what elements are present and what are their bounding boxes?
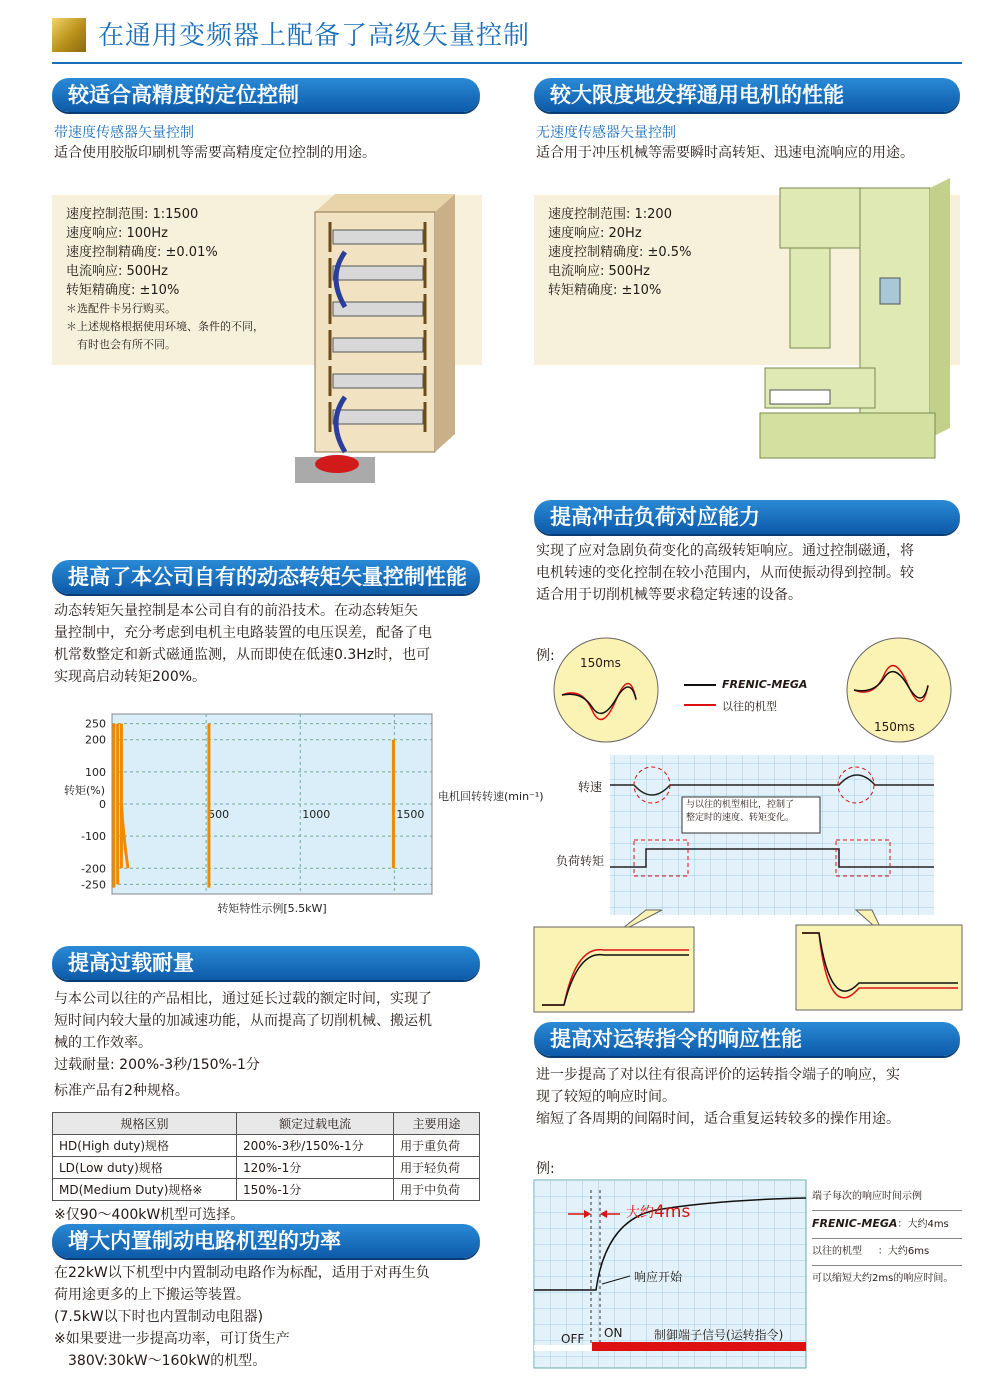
callout-text (686, 799, 794, 825)
text-line: 现了较短的响应时间。 (536, 1089, 676, 1105)
spec-line: 速度控制精确度: ±0.5% (548, 245, 692, 260)
section-title-braking: 增大内置制动电路机型的功率 (52, 1224, 480, 1258)
impact-load-text (536, 540, 914, 606)
summary-title: 端子每次的响应时间示例 (812, 1191, 922, 1202)
spec-line: 电流响应: 500Hz (548, 264, 650, 279)
x-tick-label: 1000 (302, 808, 331, 821)
desc-positioning: 适合使用胶版印刷机等需要高精度定位控制的用途。 (54, 145, 376, 161)
section-title-dynamic-torque: 提高了本公司自有的动态转矩矢量控制性能 (52, 560, 480, 594)
section-title-overload: 提高过载耐量 (52, 946, 480, 980)
spec-line: 速度控制范围: 1:1500 (66, 207, 199, 222)
ms-label-right: 150ms (874, 720, 915, 734)
press-machine-illustration (760, 178, 960, 463)
text-line: 量控制中，充分考虑到电机主电路装置的电压误差，配备了电 (54, 625, 432, 641)
text-line: 与本公司以往的产品相比，通过延长过载的额定时间，实现了 (54, 991, 432, 1007)
braking-text (54, 1262, 430, 1372)
spec-line: 速度控制范围: 1:200 (548, 207, 672, 222)
label-speed: 转速 (578, 780, 603, 794)
legend-old-model: 以往的机型 (722, 700, 777, 713)
table-cell: 用于中负荷 (394, 1179, 480, 1201)
example-label-2: 例: (536, 1161, 555, 1177)
example-label: 例: (536, 648, 555, 664)
approx-label (626, 1202, 690, 1222)
table-row (53, 1157, 480, 1179)
spec-line: 速度响应: 100Hz (66, 226, 168, 241)
table-header: 额定过载电流 (237, 1113, 394, 1135)
y-tick-label: 200 (85, 733, 106, 747)
text-line: 进一步提高了对以往有很高评价的运转指令端子的响应，实 (536, 1067, 900, 1083)
summary-row-frenic (812, 1210, 962, 1238)
table-row (53, 1135, 480, 1157)
subtitle-sensorless-vector: 无速度传感器矢量控制 (536, 125, 676, 141)
table-header-row (53, 1113, 480, 1135)
summary-note: 可以缩短大约2ms的响应时间。 (812, 1265, 962, 1292)
torque-chart (56, 708, 544, 918)
signal-label: 制御端子信号(运转指令) (654, 1328, 784, 1342)
spec-line: 速度响应: 20Hz (548, 226, 642, 241)
table-cell: 用于轻负荷 (394, 1157, 480, 1179)
spec-line: 速度控制精确度: ±0.01% (66, 245, 218, 260)
text-line: (7.5kW以下时也内置制动电阻器) (54, 1309, 264, 1325)
table-row (53, 1179, 480, 1201)
frenic-name: FRENIC-MEGA (812, 1217, 898, 1230)
table-cell: HD(High duty)规格 (53, 1135, 237, 1157)
page-title: 在通用变频器上配备了高级矢量控制 (98, 21, 531, 51)
note-line: ＊上述规格根据使用环境、条件的不同， (66, 320, 264, 333)
response-text (536, 1064, 900, 1130)
table-cell: 用于重负荷 (394, 1135, 480, 1157)
impact-load-diagram (534, 635, 964, 1015)
y-tick-label: 0 (99, 798, 106, 811)
overload-spec-table (52, 1112, 480, 1201)
section-title-motor-performance: 较大限度地发挥通用电机的性能 (534, 78, 960, 112)
summary-row-old (812, 1238, 962, 1265)
response-start-label: 响应开始 (634, 1270, 683, 1284)
note-line: 有时也会有所不同。 (66, 338, 176, 351)
text-line: 实现高启动转矩200%。 (54, 669, 207, 685)
ms-label-left: 150ms (580, 656, 621, 670)
legend-frenic: FRENIC-MEGA (722, 678, 808, 691)
desc-motor-performance: 适合用于冲压机械等需要瞬时高转矩、迅速电流响应的用途。 (536, 145, 914, 161)
note-line: ＊选配件卡另行购买。 (66, 302, 176, 315)
text-line: 荷用途更多的上下搬运等装置。 (54, 1287, 250, 1303)
text-line: 在22kW以下机型中内置制动电路作为标配，适用于对再生负 (54, 1265, 430, 1281)
y-axis-label: 转矩(%) (64, 784, 106, 797)
dynamic-torque-text (54, 600, 432, 688)
md-footnote: ※仅90～400kW机型可选择。 (54, 1207, 245, 1223)
approx-ms: 4ms (654, 1202, 691, 1222)
callout-line: 整定时的速度、转矩变化。 (686, 813, 795, 823)
table-cell: LD(Low duty)规格 (53, 1157, 237, 1179)
text-line: 短时间内较大量的加减速功能，从而提高了切削机械、搬运机 (54, 1013, 432, 1029)
table-cell: 150%-1分 (237, 1179, 394, 1201)
text-line: 380V:30kW～160kW的机型。 (54, 1353, 267, 1369)
old-value: ：大约6ms (877, 1246, 930, 1257)
text-line: 机常数整定和新式磁通监测，从而即使在低速0.3Hz时，也可 (54, 647, 431, 663)
y-tick-label: -250 (81, 878, 106, 892)
overload-text (54, 988, 432, 1102)
y-tick-label: 100 (85, 765, 106, 779)
callout-line: 与以往的机型相比，控制了 (686, 800, 795, 810)
frenic-value: ：大约4ms (897, 1219, 949, 1230)
text-line: 适合用于切削机械等要求稳定转速的设备。 (536, 587, 802, 603)
text-line: ※如果要进一步提高功率，可订货生产 (54, 1331, 290, 1347)
y-tick-label: -200 (81, 862, 106, 876)
overload-value: 过载耐量: 200%-3秒/150%-1分 (54, 1057, 260, 1073)
parking-tower-illustration (295, 182, 465, 487)
off-label: OFF (561, 1332, 585, 1346)
old-name: 以往的机型 (812, 1246, 862, 1257)
section-title-response: 提高对运转指令的响应性能 (534, 1022, 960, 1056)
label-load-torque: 负荷转矩 (556, 854, 605, 868)
table-header: 主要用途 (394, 1113, 480, 1135)
section-title-impact-load: 提高冲击负荷对应能力 (534, 500, 960, 534)
text-line: 械的工作效率。 (54, 1035, 152, 1051)
on-label: ON (604, 1326, 623, 1340)
x-axis-label: 电机回转转速(min⁻¹) (438, 790, 544, 803)
text-line: 电机转速的变化控制在较小范围内，从而使振动得到控制。较 (536, 565, 914, 581)
chart-title: 转矩特性示例[5.5kW] (217, 902, 327, 915)
table-header: 规格区别 (53, 1113, 237, 1135)
text-line: 动态转矩矢量控制是本公司自有的前沿技术。在动态转矩矢 (54, 603, 418, 619)
x-tick-label: 1500 (396, 808, 425, 821)
std-spec-note: 标准产品有2种规格。 (54, 1083, 189, 1099)
response-summary (812, 1184, 962, 1292)
spec-line: 电流响应: 500Hz (66, 264, 168, 279)
text-line: 缩短了各周期的间隔时间，适合重复运转较多的操作用途。 (536, 1111, 900, 1127)
spec-line: 转矩精确度: ±10% (548, 283, 662, 298)
spec-line: 转矩精确度: ±10% (66, 283, 180, 298)
x-tick-label: 500 (208, 808, 230, 821)
y-tick-label: -100 (81, 830, 106, 844)
subtitle-sensor-vector: 带速度传感器矢量控制 (54, 125, 194, 141)
approx-text: 大约 (626, 1205, 654, 1221)
table-cell: 120%-1分 (237, 1157, 394, 1179)
table-cell: MD(Medium Duty)规格※ (53, 1179, 237, 1201)
table-cell: 200%-3秒/150%-1分 (237, 1135, 394, 1157)
y-tick-label: 250 (85, 717, 106, 731)
section-title-positioning: 较适合高精度的定位控制 (52, 78, 480, 112)
gold-square-icon (52, 18, 86, 52)
text-line: 实现了应对急剧负荷变化的高级转矩响应。通过控制磁通，将 (536, 543, 914, 559)
